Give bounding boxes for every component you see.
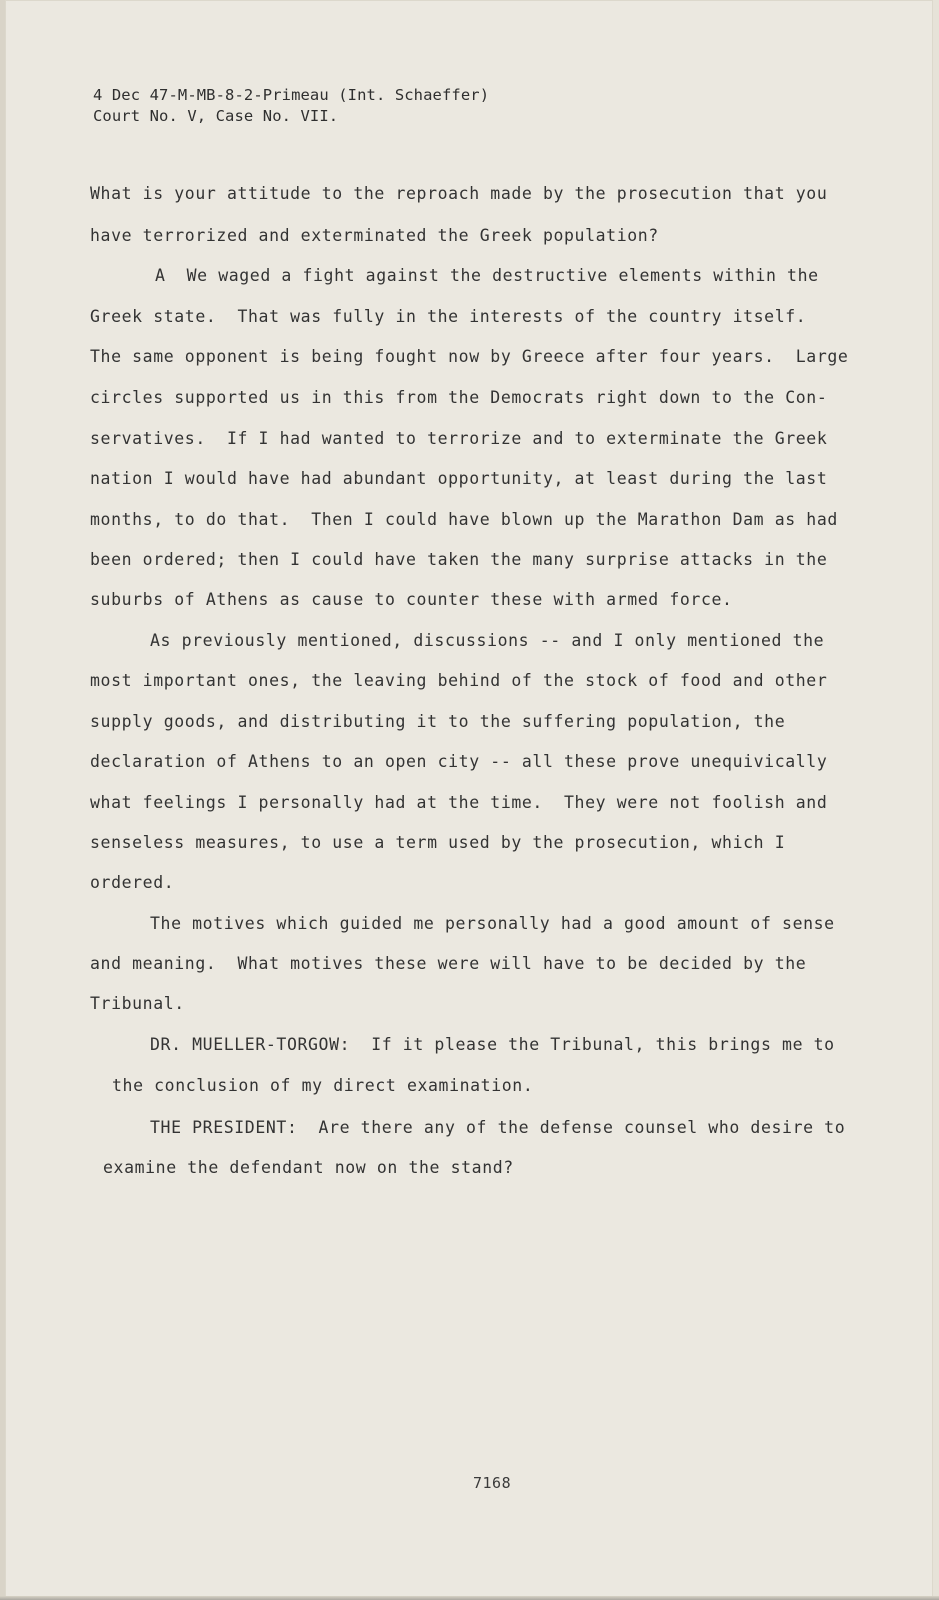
court-case-line: Court No. V, Case No. VII. [93, 107, 339, 125]
text-line: As previously mentioned, discussions -- and I only mentioned the [150, 631, 825, 650]
scan-bottom-edge [0, 1596, 939, 1600]
text-line: circles supported us in this from the Democrats right down to the Con- [90, 388, 828, 407]
text-line: months, to do that. Then I could have blown up the Marathon Dam as had [90, 510, 838, 529]
case-reference-line: 4 Dec 47-M-MB-8-2-Primeau (Int. Schaeffer) [93, 86, 490, 104]
text-line: have terrorized and exterminated the Greek population? [90, 226, 659, 245]
text-line: what feelings I personally had at the time. They were not foolish and [90, 793, 828, 812]
text-line: DR. MUELLER-TORGOW: If it please the Tribunal, this brings me to [150, 1035, 835, 1054]
text-line: and meaning. What motives these were will have to be decided by the [90, 954, 807, 973]
text-line: Tribunal. [90, 994, 185, 1013]
text-line: senseless measures, to use a term used by the prosecution, which I [90, 833, 786, 852]
text-line: A We waged a fight against the destructive elements within the [155, 266, 819, 285]
text-line: THE PRESIDENT: Are there any of the defense counsel who desire to [150, 1118, 846, 1137]
text-line: servatives. If I had wanted to terrorize and to exterminate the Greek [90, 429, 828, 448]
text-line: The motives which guided me personally had a good amount of sense [150, 914, 835, 933]
page-number: 7168 [473, 1474, 512, 1492]
text-line: most important ones, the leaving behind of the stock of food and other [90, 671, 828, 690]
text-line: Greek state. That was fully in the interests of the country itself. [90, 307, 807, 326]
text-line: The same opponent is being fought now by Greece after four years. Large [90, 347, 849, 366]
text-line: What is your attitude to the reproach made by the prosecution that you [90, 184, 828, 203]
text-line: suburbs of Athens as cause to counter these with armed force. [90, 590, 733, 609]
text-line: been ordered; then I could have taken the many surprise attacks in the [90, 550, 828, 569]
document-page [5, 0, 933, 1600]
text-line: examine the defendant now on the stand? [103, 1158, 514, 1177]
text-line: declaration of Athens to an open city -- all these prove unequivically [90, 752, 828, 771]
text-line: ordered. [90, 873, 175, 892]
text-line: the conclusion of my direct examination. [112, 1076, 534, 1095]
text-line: supply goods, and distributing it to the suffering population, the [90, 712, 786, 731]
text-line: nation I would have had abundant opportunity, at least during the last [90, 469, 828, 488]
